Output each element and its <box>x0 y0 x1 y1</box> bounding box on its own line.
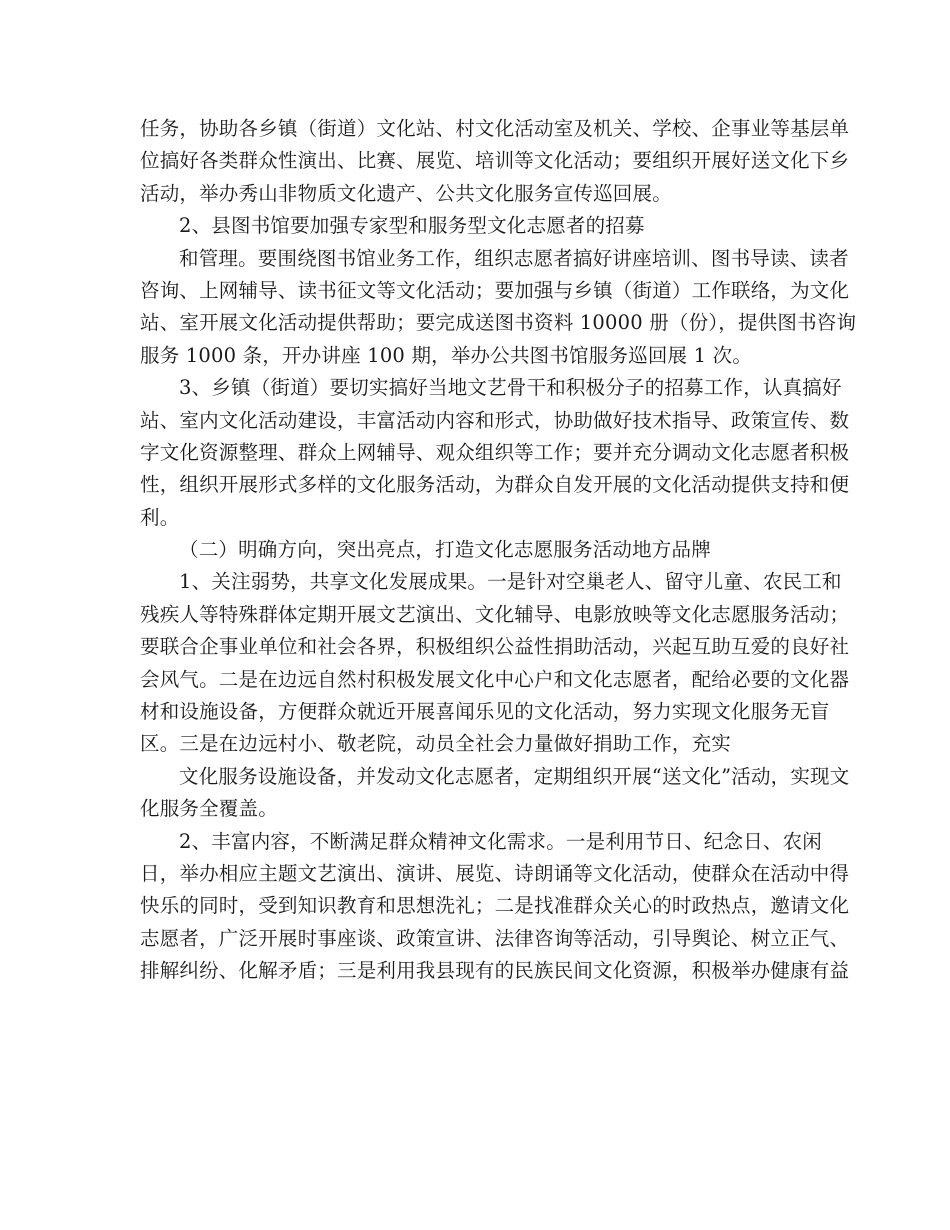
text-line: 字文化资源整理、群众上网辅导、观众组织等工作；要并充分调动文化志愿者积极 <box>140 440 850 464</box>
text-line: 2、丰富内容，不断满足群众精神文化需求。一是利用节日、纪念日、农闲 <box>179 829 823 853</box>
text-line: 志愿者，广泛开展时事座谈、政策宣讲、法律咨询等活动，引导舆论、树立正气、 <box>140 926 850 950</box>
text-line: 和管理。要围绕图书馆业务工作，组织志愿者搞好讲座培训、图书导读、读者 <box>179 246 849 270</box>
text-line: 区。三是在边远村小、敬老院，动员全社会力量做好捐助工作，充实 <box>140 732 732 756</box>
text-line: 任务，协助各乡镇（街道）文化站、村文化活动室及机关、学校、企事业等基层单 <box>140 117 850 140</box>
document-body <box>140 113 857 988</box>
text-line: 会风气。二是在边远自然村积极发展文化中心户和文化志愿者，配给必要的文化器 <box>140 667 850 691</box>
text-line: 文化服务设施设备，并发动文化志愿者，定期组织开展“送文化”活动，实现文 <box>179 764 850 788</box>
text-line: 排解纠纷、化解矛盾；三是利用我县现有的民族民间文化资源，积极举办健康有益 <box>140 959 850 983</box>
text-line: 化服务全覆盖。 <box>140 797 278 821</box>
text-line: 位搞好各类群众性演出、比赛、展览、培训等文化活动；要组织开展好送文化下乡 <box>140 149 850 173</box>
text-line: 3、乡镇（街道）要切实搞好当地文艺骨干和积极分子的招募工作，认真搞好 <box>179 376 842 400</box>
text-line: 活动，举办秀山非物质文化遗产、公共文化服务宣传巡回展。 <box>140 181 672 205</box>
text-line: 1、关注弱势，共享文化发展成果。一是针对空巢老人、留守儿童、农民工和 <box>179 570 842 594</box>
text-line: 残疾人等特殊群体定期开展文艺演出、文化辅导、电影放映等文化志愿服务活动； <box>140 602 850 626</box>
text-line: 材和设施设备，方便群众就近开展喜闻乐见的文化活动，努力实现文化服务无盲 <box>140 700 830 724</box>
text-line: 性，组织开展形式多样的文化服务活动，为群众自发开展的文化活动提供支持和便 <box>140 473 850 497</box>
text-line: 2、县图书馆要加强专家型和服务型文化志愿者的招募 <box>179 214 645 238</box>
text-line: 要联合企事业单位和社会各界，积极组织公益性捐助活动，兴起互助互爱的良好社 <box>140 635 850 659</box>
text-line: 服务 1000 条，开办讲座 100 期，举办公共图书馆服务巡回展 1 次。 <box>140 343 753 367</box>
text-line: 站、室内文化活动建设，丰富活动内容和形式，协助做好技术指导、政策宣传、数 <box>140 408 850 432</box>
text-line: 日，举办相应主题文艺演出、演讲、展览、诗朗诵等文化活动，使群众在活动中得 <box>140 861 850 885</box>
text-line: 站、室开展文化活动提供帮助；要完成送图书资料 10000 册（份），提供图书咨询 <box>140 311 857 335</box>
text-line: 咨询、上网辅导、读书征文等文化活动；要加强与乡镇（街道）工作联络，为文化 <box>140 278 850 302</box>
text-line: （二）明确方向，突出亮点，打造文化志愿服务活动地方品牌 <box>179 538 711 562</box>
text-line: 利。 <box>140 505 180 529</box>
text-line: 快乐的同时，受到知识教育和思想洗礼；二是找准群众关心的时政热点，邀请文化 <box>140 894 850 918</box>
